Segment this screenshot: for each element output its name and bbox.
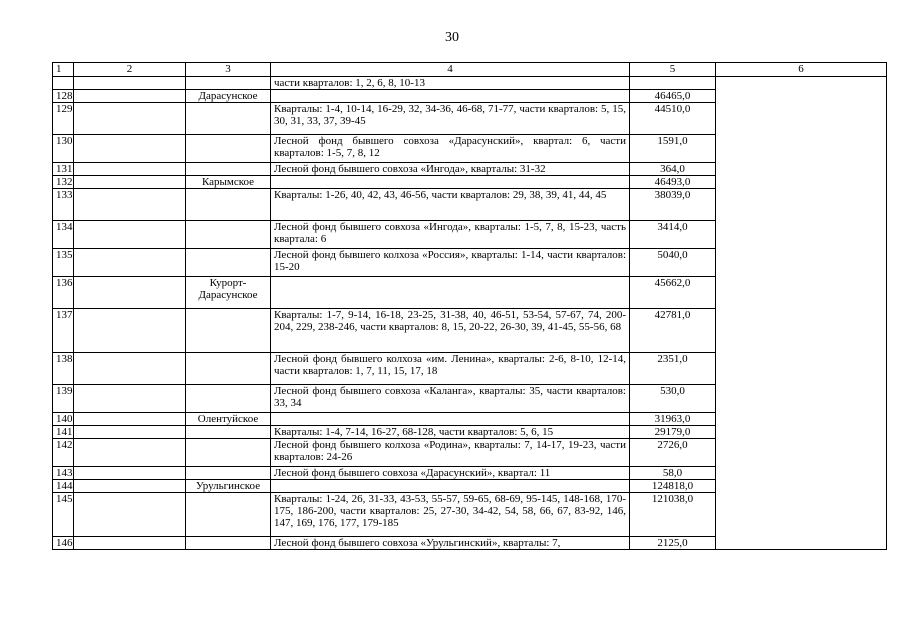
row-number: 137 [53, 309, 74, 353]
table-header-row [53, 63, 887, 77]
row-number: 131 [53, 163, 74, 176]
row-number: 146 [53, 537, 74, 550]
area-value: 1591,0 [630, 135, 716, 163]
forest-district-name: Урульгинское [186, 480, 271, 493]
area-value: 5040,0 [630, 249, 716, 277]
row-number: 134 [53, 221, 74, 249]
column-2-cell [74, 467, 186, 480]
column-2-cell [74, 480, 186, 493]
forest-district-name: Курорт-Дарасунское [186, 277, 271, 309]
forest-district-name [186, 353, 271, 385]
area-value: 124818,0 [630, 480, 716, 493]
row-number: 129 [53, 103, 74, 135]
area-value: 46465,0 [630, 90, 716, 103]
row-number: 142 [53, 439, 74, 467]
column-2-cell [74, 439, 186, 467]
column-2-cell [74, 353, 186, 385]
area-value: 29179,0 [630, 426, 716, 439]
area-value: 46493,0 [630, 176, 716, 189]
column-2-cell [74, 163, 186, 176]
area-value: 121038,0 [630, 493, 716, 537]
row-number: 135 [53, 249, 74, 277]
forest-district-name: Олентуйское [186, 413, 271, 426]
column-header: 5 [630, 63, 716, 77]
forest-district-name [186, 309, 271, 353]
row-number: 132 [53, 176, 74, 189]
row-number: 128 [53, 90, 74, 103]
row-number: 145 [53, 493, 74, 537]
column-2-cell [74, 176, 186, 189]
column-6-cell [716, 77, 887, 550]
column-header: 4 [271, 63, 630, 77]
quarters-description: Лесной фонд бывшего совхоза «Дарасунский», квартал: 11 [271, 467, 630, 480]
quarters-description [271, 413, 630, 426]
column-2-cell [74, 90, 186, 103]
row-number: 143 [53, 467, 74, 480]
forest-district-name: Дарасунское [186, 90, 271, 103]
area-value: 3414,0 [630, 221, 716, 249]
row-number: 136 [53, 277, 74, 309]
area-value: 2726,0 [630, 439, 716, 467]
area-value: 530,0 [630, 385, 716, 413]
column-2-cell [74, 309, 186, 353]
row-number: 139 [53, 385, 74, 413]
area-value: 44510,0 [630, 103, 716, 135]
quarters-description [271, 176, 630, 189]
forest-district-name [186, 135, 271, 163]
column-2-cell [74, 493, 186, 537]
forest-district-name [186, 163, 271, 176]
column-header: 1 [53, 63, 74, 77]
forest-district-table [52, 62, 887, 550]
area-value: 31963,0 [630, 413, 716, 426]
forest-district-name [186, 385, 271, 413]
forest-district-name [186, 249, 271, 277]
area-value: 58,0 [630, 467, 716, 480]
row-number: 133 [53, 189, 74, 221]
table-row [53, 77, 887, 90]
forest-district-name [186, 426, 271, 439]
forest-district-name [186, 467, 271, 480]
row-number: 140 [53, 413, 74, 426]
forest-district-name [186, 189, 271, 221]
quarters-description: части кварталов: 1, 2, 6, 8, 10-13 [271, 77, 630, 90]
quarters-description [271, 90, 630, 103]
column-2-cell [74, 135, 186, 163]
quarters-description: Лесной фонд бывшего совхоза «Урульгинский», кварталы: 7, [271, 537, 630, 550]
column-header: 2 [74, 63, 186, 77]
forest-district-name [186, 103, 271, 135]
row-number: 141 [53, 426, 74, 439]
forest-district-name [186, 77, 271, 90]
quarters-description [271, 277, 630, 309]
column-2-cell [74, 277, 186, 309]
column-2-cell [74, 249, 186, 277]
area-value: 2125,0 [630, 537, 716, 550]
row-number: 138 [53, 353, 74, 385]
column-2-cell [74, 189, 186, 221]
row-number [53, 77, 74, 90]
area-value: 45662,0 [630, 277, 716, 309]
column-2-cell [74, 426, 186, 439]
quarters-description: Кварталы: 1-26, 40, 42, 43, 46-56, части кварталов: 29, 38, 39, 41, 44, 45 [271, 189, 630, 221]
area-value: 364,0 [630, 163, 716, 176]
column-2-cell [74, 77, 186, 90]
quarters-description: Лесной фонд бывшего совхоза «Ингода», кварталы: 31-32 [271, 163, 630, 176]
forest-district-name [186, 537, 271, 550]
forest-district-name [186, 221, 271, 249]
quarters-description: Кварталы: 1-7, 9-14, 16-18, 23-25, 31-38, 40, 46-51, 53-54, 57-67, 74, 200-204, 229, 238-246, части кварталов: 8, 15, 20-22, 26-30, 39, 41-45, 55-56, 68 [271, 309, 630, 353]
column-2-cell [74, 537, 186, 550]
forest-district-name: Карымское [186, 176, 271, 189]
quarters-description: Лесной фонд бывшего совхоза «Каланга», кварталы: 35, части кварталов: 33, 34 [271, 385, 630, 413]
quarters-description: Лесной фонд бывшего колхоза «Родина», кварталы: 7, 14-17, 19-23, части кварталов: 24-26 [271, 439, 630, 467]
quarters-description: Кварталы: 1-24, 26, 31-33, 43-53, 55-57, 59-65, 68-69, 95-145, 148-168, 170-175, 186-200, части кварталов: 25, 27-30, 34-42, 54, 58, 66, 67, 83-92, 146, 147, 169, 176, 177, 179-185 [271, 493, 630, 537]
quarters-description: Лесной фонд бывшего колхоза «им. Ленина», кварталы: 2-6, 8-10, 12-14, части кварталов: 1, 7, 11, 15, 17, 18 [271, 353, 630, 385]
row-number: 144 [53, 480, 74, 493]
quarters-description: Лесной фонд бывшего совхоза «Ингода», кварталы: 1-5, 7, 8, 15-23, часть квартала: 6 [271, 221, 630, 249]
row-number: 130 [53, 135, 74, 163]
column-2-cell [74, 413, 186, 426]
quarters-description: Лесной фонд бывшего колхоза «Россия», кварталы: 1-14, части кварталов: 15-20 [271, 249, 630, 277]
column-header: 3 [186, 63, 271, 77]
area-value: 38039,0 [630, 189, 716, 221]
quarters-description [271, 480, 630, 493]
quarters-description: Кварталы: 1-4, 7-14, 16-27, 68-128, части кварталов: 5, 6, 15 [271, 426, 630, 439]
quarters-description: Лесной фонд бывшего совхоза «Дарасунский», квартал: 6, части кварталов: 1-5, 7, 8, 12 [271, 135, 630, 163]
page-number: 30 [445, 30, 459, 45]
area-value: 2351,0 [630, 353, 716, 385]
area-value: 42781,0 [630, 309, 716, 353]
forest-district-name [186, 439, 271, 467]
forest-district-name [186, 493, 271, 537]
column-2-cell [74, 221, 186, 249]
quarters-description: Кварталы: 1-4, 10-14, 16-29, 32, 34-36, 46-68, 71-77, части кварталов: 5, 15, 30, 31, 33, 37, 39-45 [271, 103, 630, 135]
area-value [630, 77, 716, 90]
column-header: 6 [716, 63, 887, 77]
column-2-cell [74, 385, 186, 413]
column-2-cell [74, 103, 186, 135]
